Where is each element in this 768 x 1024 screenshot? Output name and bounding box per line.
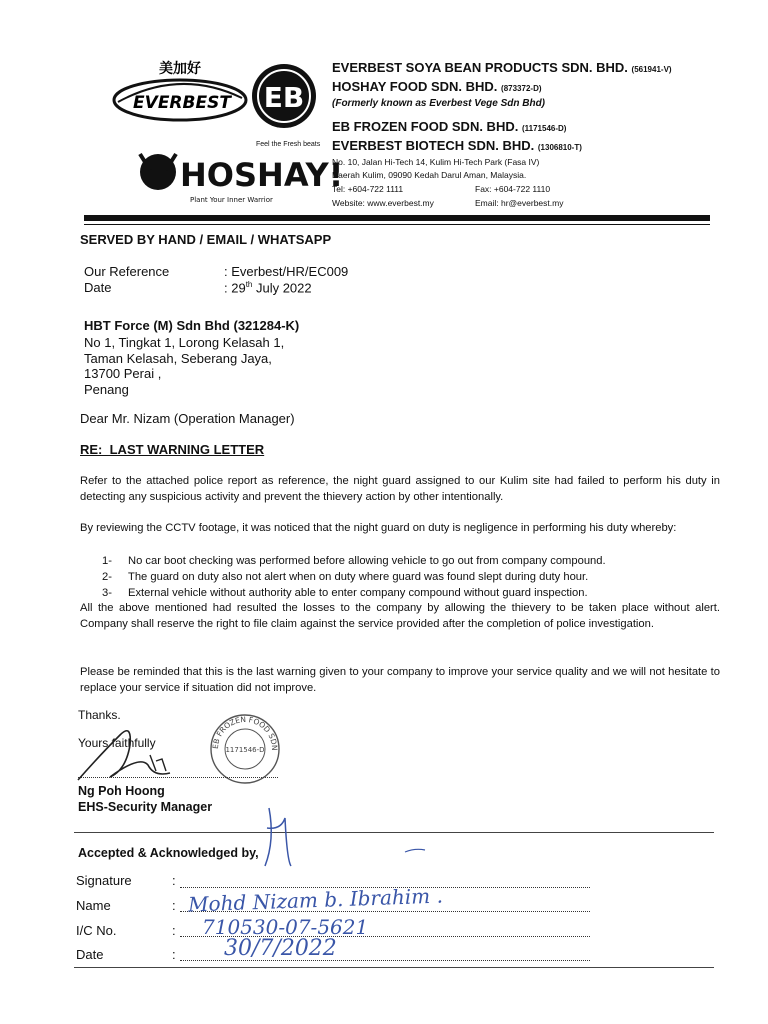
thanks-text: Thanks. (78, 708, 121, 722)
ack-date-value: 30/7/2022 (224, 936, 337, 961)
stamp-text: EB FROZEN FOOD SDN (210, 714, 280, 751)
letterhead-divider-thin (84, 224, 710, 225)
date-ack-label: Date (76, 947, 104, 962)
salutation: Dear Mr. Nizam (Operation Manager) (80, 411, 295, 426)
signature-colon: : (172, 873, 176, 888)
eb-logo (248, 62, 320, 134)
everbest-logo-text: EVERBEST (133, 93, 231, 113)
fax: Fax: +604-722 1110 (475, 184, 551, 194)
name-label: Name (76, 898, 111, 913)
list-item: 1- No car boot checking was performed before allowing vehicle to go out from company compound. (102, 555, 606, 567)
ack-name-value: Mohd Nizam b. Ibrahim . (187, 883, 444, 917)
website: Website: www.everbest.my (332, 198, 434, 208)
date-colon: : (172, 947, 176, 962)
manager-signature (70, 715, 210, 785)
recipient-address-3: 13700 Perai , (84, 366, 162, 381)
ic-label: I/C No. (76, 923, 117, 938)
paragraph-2: By reviewing the CCTV footage, it was noticed that the night guard on duty is negligence in performing his duty whereby: (80, 522, 677, 534)
date-label: Date (84, 280, 112, 295)
company-line-3: EB FROZEN FOOD SDN. BHD. (1171546-D) (332, 119, 567, 134)
served-by: SERVED BY HAND / EMAIL / WHATSAPP (80, 232, 332, 247)
address-line-1: No. 10, Jalan Hi-Tech 14, Kulim Hi-Tech Park (Fasa IV) (332, 157, 540, 167)
recipient-address-4: Penang (84, 382, 129, 397)
stamp-reg: 1171546-D (225, 746, 265, 754)
recipient-company: HBT Force (M) Sdn Bhd (321284-K) (84, 318, 300, 333)
ic-colon: : (172, 923, 176, 938)
telephone: Tel: +604-722 1111 (332, 184, 404, 194)
subject-line: RE: LAST WARNING LETTER (80, 442, 265, 457)
hoshay-tagline: Plant Your Inner Warrior (190, 196, 273, 204)
address-line-2: Daerah Kulim, 09090 Kedah Darul Aman, Malaysia. (332, 170, 527, 180)
issue-list (102, 553, 722, 601)
svg-text:EB FROZEN FOOD SDN. BHD. (208, 712, 279, 751)
ack-heading: Accepted & Acknowledged by, (78, 846, 259, 860)
reference-value: : Everbest/HR/EC009 (224, 264, 349, 279)
hoshay-logo (130, 142, 344, 212)
signer-name: Ng Poh Hoong (78, 784, 165, 798)
recipient-address-1: No 1, Tingkat 1, Lorong Kelasah 1, (84, 335, 285, 350)
signature-dotted-line (78, 777, 278, 778)
signer-title: EHS-Security Manager (78, 800, 213, 814)
hoshay-logo-text: HOSHAY! (180, 156, 344, 194)
paragraph-4: Please be reminded that this is the last warning given to your company to improve your service quality and we will not hesitate to replace your service if situation did not improve. (80, 666, 720, 694)
letterhead-divider (84, 215, 710, 221)
ack-signature (255, 800, 445, 870)
company-line-4: EVERBEST BIOTECH SDN. BHD. (1306810-T) (332, 138, 582, 153)
eb-tagline: Feel the Fresh beats (256, 141, 321, 148)
paragraph-3: All the above mentioned had resulted the losses to the company by allowing the thievery to be taken place without alert. Company shall reserve the right to file claim against the service provided after the completion of police investigation. (80, 602, 720, 630)
everbest-logo-chinese: 美加好 (159, 61, 201, 77)
company-line-2: HOSHAY FOOD SDN. BHD. (873372-D) (332, 79, 542, 94)
list-item: 3- External vehicle without authority able to enter company compound without guard inspection. (102, 587, 588, 599)
yours-faithfully: Yours faithfully (78, 736, 156, 750)
everbest-logo (110, 58, 250, 128)
reference-label: Our Reference (84, 264, 170, 279)
signature-label: Signature (76, 873, 132, 888)
date-value: : 29th July 2022 (224, 280, 312, 296)
company-line-1: EVERBEST SOYA BEAN PRODUCTS SDN. BHD. (561941-V) (332, 60, 672, 75)
recipient-address-2: Taman Kelasah, Seberang Jaya, (84, 351, 272, 366)
formerly-known-as: (Formerly known as Everbest Vege Sdn Bhd) (332, 98, 546, 109)
email: Email: hr@everbest.my (475, 198, 564, 208)
company-stamp (208, 712, 282, 786)
name-colon: : (172, 898, 176, 913)
list-item: 2- The guard on duty also not alert when on duty where guard was found slept during duty hour. (102, 571, 589, 583)
ack-ic-value: 710530-07-5621 (202, 915, 369, 939)
paragraph-1: Refer to the attached police report as reference, the night guard assigned to our Kulim site had failed to perform his duty in detecting any suspicious activity and prevent the thievery action by other intentionally. (80, 475, 720, 503)
ack-bottom-line (74, 967, 714, 968)
eb-logo-text: EB (263, 81, 305, 114)
